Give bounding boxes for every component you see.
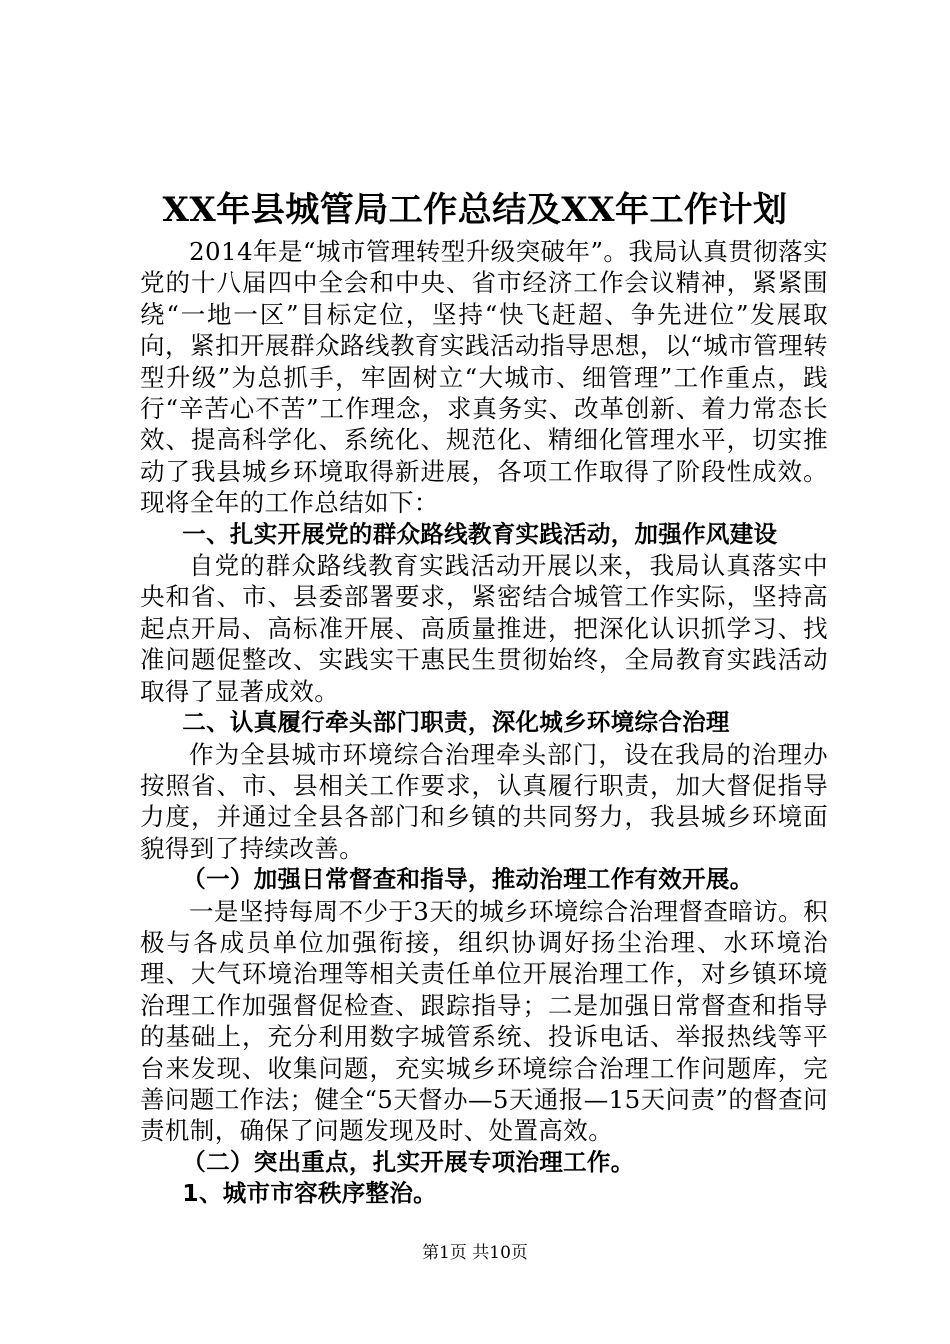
section-heading: 二、认真履行牵头部门职责，深化城乡环境综合治理 xyxy=(182,708,730,737)
document-title: XX年县城管局工作总结及XX年工作计划 xyxy=(162,190,788,230)
page-footer: 第1页 共10页 xyxy=(422,1243,528,1263)
section-heading: 一、扎实开展党的群众路线教育实践活动，加强作风建设 xyxy=(182,519,778,548)
body-paragraph: 2014年是“城市管理转型升级突破年”。我局认真贯彻落实党的十八届四中全会和中央、省市经济工作会议精神，紧紧围绕“一地一区”目标定位，坚持“快飞赶超、争先进位”发展取向，紧扣开展群众路线教育实践活动指导思想，以“城市管理转型升级”为总抓手，牢固树立“大城市、细管理”工作重点，践行“辛苦心不苦”工作理念，求真务实、改革创新、着力常态长效、提高科学化、系统化、规范化、精细化管理水平，切实推动了我县城乡环境取得新进展，各项工作取得了阶段性成效。现将全年的工作总结如下： xyxy=(140,237,828,518)
section-heading: （一）加强日常督查和指导，推动治理工作有效开展。 xyxy=(182,865,754,894)
section-heading: 1、城市市容秩序整治。 xyxy=(182,1179,437,1208)
body-paragraph: 自党的群众路线教育实践活动开展以来，我局认真落实中央和省、市、县委部署要求，紧密结合城管工作实际，坚持高起点开局、高标准开展、高质量推进，把深化认识抓学习、找准问题促整改、实践实干惠民生贯彻始终，全局教育实践活动取得了显著成效。 xyxy=(140,551,828,706)
body-paragraph: 一是坚持每周不少于3天的城乡环境综合治理督查暗访。积极与各成员单位加强衔接，组织协调好扬尘治理、水环境治理、大气环境治理等相关责任单位开展治理工作，对乡镇环境治理工作加强督促检查、跟踪指导；二是加强日常督查和指导的基础上，充分利用数字城管系统、投诉电话、举报热线等平台来发现、收集问题，充实城乡环境综合治理工作问题库，完善问题工作法；健全“5天督办—5天通报—15天问责”的督查问责机制，确保了问题发现及时、处置高效。 xyxy=(140,896,828,1146)
body-paragraph: 作为全县城市环境综合治理牵头部门，设在我局的治理办按照省、市、县相关工作要求，认真履行职责，加大督促指导力度，并通过全县各部门和乡镇的共同努力，我县城乡环境面貌得到了持续改善。 xyxy=(140,739,828,863)
document-body xyxy=(140,236,828,1210)
section-heading: （二）突出重点，扎实开展专项治理工作。 xyxy=(182,1147,635,1176)
